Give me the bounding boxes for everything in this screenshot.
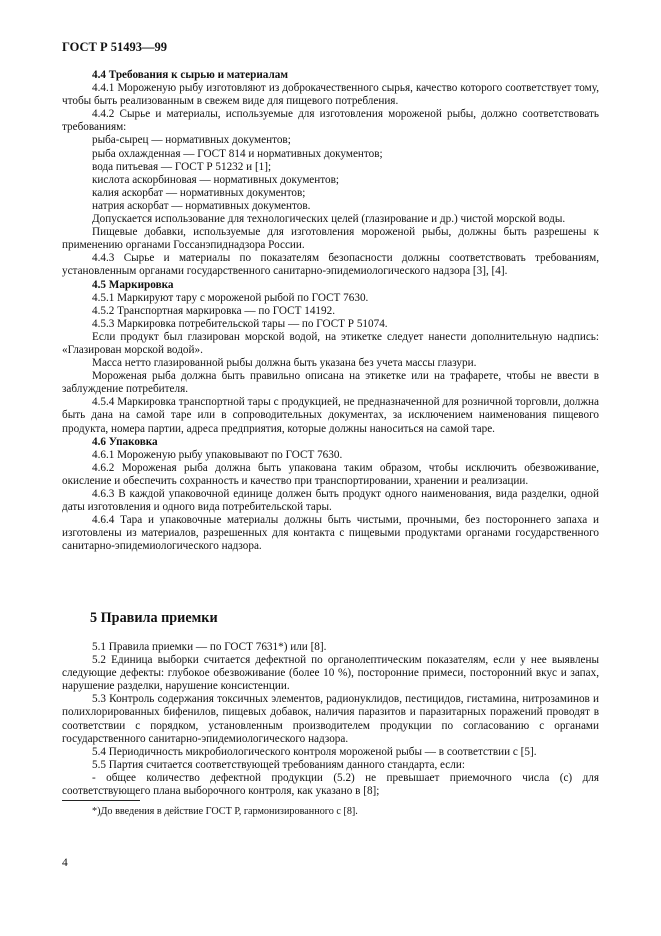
section-5-text-block bbox=[62, 641, 599, 798]
list-item: рыба-сырец — нормативных документов; bbox=[92, 134, 291, 147]
paragraph-sea-water: Допускается использование для технологических целей (глазирование и др.) чистой морской воды. bbox=[92, 213, 566, 226]
paragraph-5-5: 5.5 Партия считается соответствующей требованиям данного стандарта, если: bbox=[92, 758, 465, 771]
paragraph-4-5-3: 4.5.3 Маркировка потребительской тары — по ГОСТ Р 51074. bbox=[92, 317, 388, 330]
list-item: вода питьевая — ГОСТ Р 51232 и [1]; bbox=[92, 160, 272, 173]
section-4-5-title: 4.5 Маркировка bbox=[92, 278, 174, 291]
paragraph-4-6-2: 4.6.2 Мороженая рыба должна быть упакована таким образом, чтобы исключить обезвоживание, окисление и обеспечить сохранность и качество при транспортировании, хранении и реализации. bbox=[62, 461, 599, 487]
paragraph-glazing-label: Если продукт был глазирован морской водой, на этикетке следует нанести дополнительную надпись: «Глазирован морской водой». bbox=[62, 330, 599, 356]
section-4-4-title: 4.4 Требования к сырью и материалам bbox=[92, 69, 288, 81]
paragraph-label-description: Мороженая рыба должна быть правильно описана на этикетке или на трафарете, чтобы не ввести в заблуждение потребителя. bbox=[62, 370, 599, 396]
list-item: натрия аскорбат — нормативных документов. bbox=[92, 199, 311, 212]
paragraph-net-mass: Масса нетто глазированной рыбы должна быть указана без учета массы глазури. bbox=[92, 357, 477, 370]
paragraph-4-6-4: 4.6.4 Тара и упаковочные материалы должны быть чистыми, прочными, без постороннего запаха и изготовлены из материалов, разрешенных для контакта с пищевыми продуктами органами государственного санитарно-эпидемиологического надзора. bbox=[62, 514, 599, 553]
paragraph-4-6-1: 4.6.1 Мороженую рыбу упаковывают по ГОСТ 7630. bbox=[92, 448, 343, 461]
paragraph-4-5-2: 4.5.2 Транспортная маркировка — по ГОСТ 14192. bbox=[92, 304, 336, 317]
paragraph-4-4-1: 4.4.1 Мороженую рыбу изготовляют из доброкачественного сырья, качество которого соответствует тому, чтобы быть реализованным в свежем виде для пищевого потребления. bbox=[62, 82, 599, 108]
paragraph-4-5-1: 4.5.1 Маркируют тару с мороженой рыбой по ГОСТ 7630. bbox=[92, 291, 369, 304]
document-code-header: ГОСТ Р 51493—99 bbox=[62, 40, 168, 54]
section-5-title: 5 Правила приемки bbox=[90, 610, 218, 626]
list-item: рыба охлажденная — ГОСТ 814 и нормативных документов; bbox=[92, 147, 383, 160]
paragraph-5-2: 5.2 Единица выборки считается дефектной по органолептическим показателям, если у нее выявлены следующие дефекты: глубокое обезвоживание (более 10 %), посторонние примеси, посторонний вкус и запах, нарушение разделки, нарушение консистенции. bbox=[62, 654, 599, 693]
paragraph-5-5-item: - общее количество дефектной продукции (5.2) не превышает приемочного числа (с) для соответствующего плана выборочного контроля, как указано в [8]; bbox=[62, 771, 599, 798]
list-item: кислота аскорбиновая — нормативных документов; bbox=[92, 173, 339, 186]
paragraph-4-4-2: 4.4.2 Сырье и материалы, используемые для изготовления мороженой рыбы, должно соответствовать требованиям: bbox=[62, 108, 599, 134]
paragraph-food-additives: Пищевые добавки, используемые для изготовления мороженой рыбы, должны быть разрешены к применению органами Госсанэпиднадзора России. bbox=[62, 226, 599, 252]
paragraph-4-5-4: 4.5.4 Маркировка транспортной тары с продукцией, не предназначенной для розничной торговли, должна быть дана на самой таре или в сопроводительных документах, за исключением наименования пищевого продукта, номера партии, адреса предприятия, которые должны наноситься на самой таре. bbox=[62, 396, 599, 435]
section-4-6-title: 4.6 Упаковка bbox=[92, 435, 158, 448]
page-number: 4 bbox=[62, 857, 68, 869]
paragraph-5-4: 5.4 Периодичность микробиологического контроля мороженой рыбы — в соответствии с [5]. bbox=[92, 745, 537, 758]
main-text-block bbox=[62, 69, 599, 553]
paragraph-5-3: 5.3 Контроль содержания токсичных элементов, радионуклидов, пестицидов, гистамина, нитрозаминов и полихлорированных бифенилов, пищевых добавок, наличия паразитов и паразитарных поражений проводят в соответствии с порядком, установленным производителем продукции по согласованию с органами государственного санитарно-эпидемиологического надзора. bbox=[62, 693, 599, 745]
paragraph-4-4-3: 4.4.3 Сырье и материалы по показателям безопасности должны соответствовать требованиям, установленным органами государственного санитарно-эпидемиологического надзора [3], [4]. bbox=[62, 252, 599, 278]
paragraph-4-6-3: 4.6.3 В каждой упаковочной единице должен быть продукт одного наименования, вида разделки, одной даты изготовления и одного вида потребительской тары. bbox=[62, 488, 599, 514]
paragraph-5-1: 5.1 Правила приемки — по ГОСТ 7631*) или [8]. bbox=[92, 641, 327, 653]
list-item: калия аскорбат — нормативных документов; bbox=[92, 186, 306, 199]
footnote: *)До введения в действие ГОСТ Р, гармонизированного с [8]. bbox=[92, 806, 358, 817]
footnote-divider bbox=[62, 800, 140, 801]
